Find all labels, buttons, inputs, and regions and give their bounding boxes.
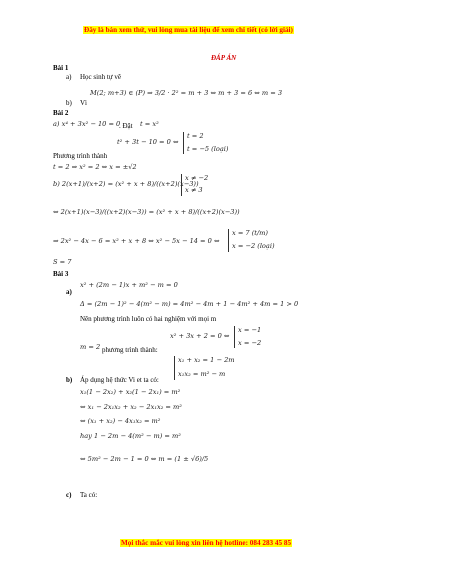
bai3-line1: x₁(1 − 2x₂) + x₂(1 − 2x₁) = m² [80,388,181,396]
bai1-heading: Bài 1 [53,64,69,72]
bai2-b-equation: b) 2(x+1)/(x+2) = (x² + x + 8)/((x+2)(x−3)) [53,180,199,188]
bai2-s1: x = 7 (t/m) [232,229,268,237]
brace [183,132,184,154]
bai3-m2-root2: x = −2 [238,339,262,347]
bai3-c-label: c) [66,491,72,499]
bai2-s2: x = −2 (loại) [232,242,275,250]
bai3-line3: ⇔ (x₁ + x₂) − 4x₁x₂ = m² [80,417,161,425]
bai2-a-equation: a) x⁴ + 3x² − 10 = 0 [53,120,121,128]
vieta-sum: x₁ + x₂ = 1 − 2m [178,356,235,364]
bai3-delta: Δ = (2m − 1)² − 4(m² − m) = 4m² − 4m + 1 − 4m² + 4m = 1 > 0 [80,300,299,308]
bai3-pt-thanh: phương trình thành: [102,346,158,354]
bai1-a-text: Học sinh tự vẽ [80,73,121,81]
bai3-line5: ⇔ 5m² − 2m − 1 = 0 ⇔ m = (1 ± √6)/5 [80,455,209,463]
brace [234,326,235,348]
bai3-b-text: Áp dụng hệ thức Vi et ta có: [80,376,159,384]
bai2-eq3: ⇒ 2x² − 4x − 6 = x² + x + 8 ⇔ x² − 5x − 14 = 0 ⇔ [53,237,220,245]
bai3-heading: Bài 3 [53,270,69,278]
bai3-line4: hay 1 − 2m − 4(m² − m) = m² [80,432,181,440]
brace [228,229,229,252]
bai3-c-text: Ta có: [80,491,98,499]
bai3-a-label: a) [66,288,72,296]
bai3-m-equals: m = 2 [80,343,101,351]
bai2-dat-label: . Đặt [119,122,133,130]
bai2-pt-text: Phương trình thành [53,152,108,160]
bai1-b-text: Vì [80,99,87,107]
bai3-m2-root1: x = −1 [238,326,262,334]
brace [181,174,182,196]
bai3-b-label: b) [66,376,73,384]
bai2-root2: t = −5 (loại) [187,145,229,153]
bai2-root1: t = 2 [187,132,204,140]
bai1-a-label: a) [66,73,72,81]
bai2-cond1: x ≠ −2 [185,174,209,182]
bai2-result: t = 2 ⇒ x² = 2 ⇔ x = ±√2 [53,163,137,171]
page-title: ĐÁP ÁN [211,54,237,62]
brace [174,356,175,380]
bai2-solution-set: S = 7 [53,258,72,266]
bai2-eq2: ⇔ 2(x+1)(x−3)/((x+2)(x−3)) = (x² + x + 8)/((x+2)(x−3)) [53,208,240,216]
bai1-b-label: b) [66,99,72,107]
bai1-equation: M(2; m+3) ∈ (P) ⇒ 3/2 · 2² = m + 3 ⇔ m + 3 = 6 ⇔ m = 3 [90,89,283,97]
preview-banner: Đây là bản xem thử, vui lòng mua tài liệu để xem chi tiết (có lời giải) [84,26,293,34]
hotline-banner: Mọi thắc mắc vui lòng xin liên hệ hotline: 084 283 45 85 [121,539,292,547]
bai2-heading: Bài 2 [53,109,69,117]
bai3-nen-text: Nên phương trình luôn có hai nghiệm với mọi m [80,315,217,323]
bai2-dat-eq: t = x² [140,120,159,128]
vieta-product: x₁x₂ = m² − m [178,370,226,378]
bai3-equation: x² + (2m − 1)x + m² − m = 0 [80,281,178,289]
bai2-quadratic: t² + 3t − 10 = 0 ⇔ [117,138,179,146]
bai3-line2: ⇔ x₁ − 2x₁x₂ + x₂ − 2x₁x₂ = m² [80,403,182,411]
bai3-eq-m2: x² + 3x + 2 = 0 ⇔ [170,332,230,340]
bai2-cond2: x ≠ 3 [185,186,203,194]
